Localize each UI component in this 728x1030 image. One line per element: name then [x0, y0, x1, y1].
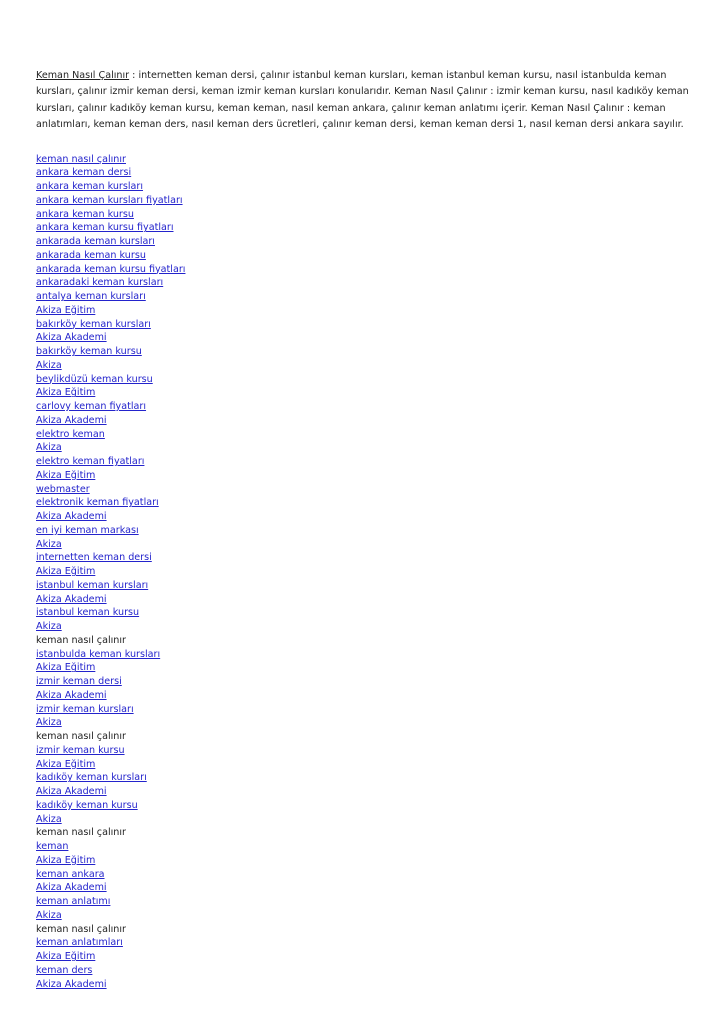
list-link[interactable]: beylikdüzü keman kursu: [36, 373, 153, 385]
list-link[interactable]: ankara keman kursları: [36, 181, 144, 193]
list-link[interactable]: keman anlatımı: [36, 896, 111, 908]
list-link[interactable]: Akiza Akademi: [36, 786, 107, 798]
intro-title-link[interactable]: Keman Nasıl Çalınır: [36, 70, 130, 81]
list-link[interactable]: Akiza Akademi: [36, 882, 107, 894]
list-link[interactable]: kadıköy keman kursu: [36, 799, 138, 811]
list-link[interactable]: ankara keman dersi: [36, 167, 132, 179]
list-link[interactable]: Akiza Eğitim: [36, 304, 96, 316]
list-link[interactable]: keman anlatımları: [36, 937, 123, 949]
list-link[interactable]: keman ankara: [36, 868, 105, 880]
list-link[interactable]: Akiza: [36, 359, 62, 371]
list-link[interactable]: bakırköy keman kursu: [36, 346, 142, 358]
list-link[interactable]: ankarada keman kursu fiyatları: [36, 263, 186, 275]
list-link[interactable]: izmir keman kursları: [36, 703, 134, 715]
list-link[interactable]: Akiza Akademi: [36, 593, 107, 605]
list-link[interactable]: Akiza: [36, 442, 62, 454]
list-link[interactable]: ankarada keman kursu: [36, 249, 146, 261]
list-link[interactable]: Akiza: [36, 717, 62, 729]
list-link[interactable]: internetten keman dersi: [36, 552, 152, 564]
list-link[interactable]: Akiza Akademi: [36, 414, 107, 426]
list-link[interactable]: izmir keman kursu: [36, 744, 125, 756]
list-link[interactable]: izmir keman dersi: [36, 676, 122, 688]
list-link[interactable]: istanbul keman kursu: [36, 607, 140, 619]
list-text: keman nasıl çalınır: [36, 731, 126, 743]
link-list: [36, 153, 696, 992]
list-link[interactable]: bakırköy keman kursları: [36, 318, 151, 330]
list-link[interactable]: elektronik keman fiyatları: [36, 497, 159, 509]
list-link[interactable]: ankara keman kursu fiyatları: [36, 222, 174, 234]
list-link[interactable]: carlovy keman fiyatları: [36, 401, 147, 413]
list-link[interactable]: Akiza Akademi: [36, 332, 107, 344]
list-link[interactable]: Akiza: [36, 621, 62, 633]
list-link[interactable]: webmaster: [36, 483, 90, 495]
list-link[interactable]: Akiza Eğitim: [36, 662, 96, 674]
list-link[interactable]: Akiza Akademi: [36, 511, 107, 523]
list-link[interactable]: Akiza Eğitim: [36, 469, 96, 481]
document-page: [36, 68, 696, 991]
list-link[interactable]: kadıköy keman kursları: [36, 772, 147, 784]
list-link[interactable]: Akiza Eğitim: [36, 854, 96, 866]
list-link[interactable]: Akiza Akademi: [36, 689, 107, 701]
list-text: keman nasıl çalınır: [36, 634, 126, 646]
intro-text: : internetten keman dersi, çalınır istanbul keman kursları, keman istanbul keman kursu, nasıl istanbulda keman kursları, çalınır izmir keman dersi, keman izmir keman kursları konularıdır. Keman Nasıl Çalınır : izmir keman kursu, nasıl kadıköy keman kursları, çalınır kadıköy keman kursu, keman keman, nasıl keman ankara, çalınır keman anlatımı içerir. Keman Nasıl Çalınır : keman anlatımları, keman keman ders, nasıl keman ders ücretleri, çalınır keman dersi, keman keman dersi 1, nasıl keman dersi ankara sayılır.: [36, 70, 689, 131]
list-link[interactable]: Akiza: [36, 813, 62, 825]
list-link[interactable]: Akiza: [36, 909, 62, 921]
list-link[interactable]: en iyi keman markası: [36, 524, 139, 536]
list-link[interactable]: keman nasıl çalınır: [36, 153, 126, 165]
intro-paragraph: [36, 68, 696, 134]
list-link[interactable]: ankarada keman kursları: [36, 236, 155, 248]
list-link[interactable]: Akiza Eğitim: [36, 566, 96, 578]
list-text: keman nasıl çalınır: [36, 827, 126, 839]
list-link[interactable]: ankaradaki keman kursları: [36, 277, 164, 289]
list-link[interactable]: istanbul keman kursları: [36, 579, 149, 591]
list-text: keman nasıl çalınır: [36, 923, 126, 935]
list-link[interactable]: istanbulda keman kursları: [36, 648, 161, 660]
list-link[interactable]: Akiza Eğitim: [36, 387, 96, 399]
list-link[interactable]: Akiza: [36, 538, 62, 550]
list-link[interactable]: Akiza Eğitim: [36, 951, 96, 963]
list-link[interactable]: antalya keman kursları: [36, 291, 146, 303]
list-link[interactable]: elektro keman: [36, 428, 105, 440]
list-link[interactable]: ankara keman kursu: [36, 208, 134, 220]
list-link[interactable]: keman: [36, 841, 69, 853]
list-link[interactable]: Akiza Eğitim: [36, 758, 96, 770]
list-link[interactable]: keman ders: [36, 964, 93, 976]
list-link[interactable]: Akiza Akademi: [36, 978, 107, 990]
list-link[interactable]: elektro keman fiyatları: [36, 456, 145, 468]
list-link[interactable]: ankara keman kursları fiyatları: [36, 194, 183, 206]
